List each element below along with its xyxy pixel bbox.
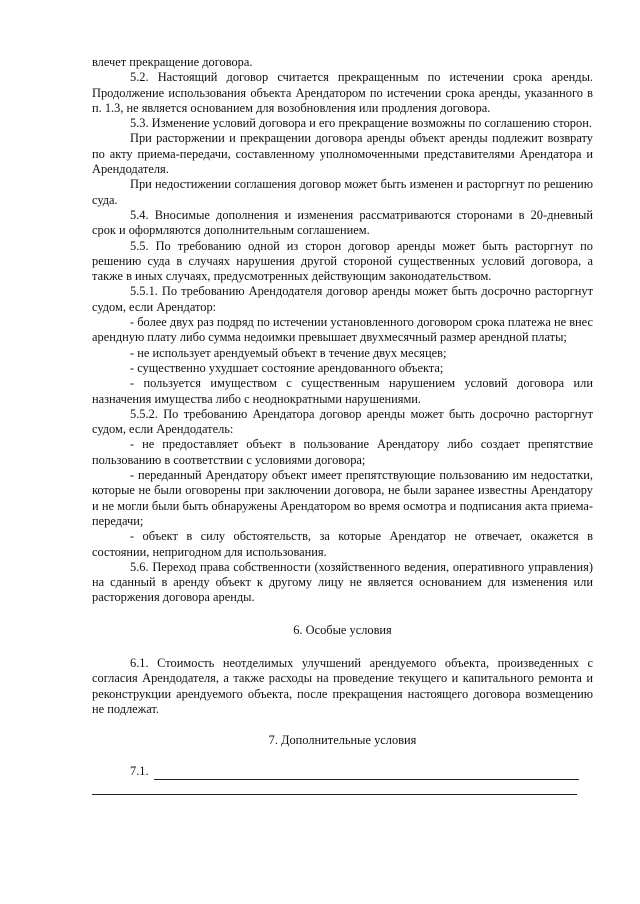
- clause-5-3: 5.3. Изменение условий договора и его прекращение возможны по соглашению сторон.: [130, 116, 592, 131]
- list-item: - существенно ухудшает состояние арендованного объекта;: [130, 360, 444, 375]
- clause-5-2: 5.2. Настоящий договор считается прекращенным по истечении срока аренды. Продолжение использования объекта Арендатором по истечении срока аренды, указанного в п. 1.3, не является основанием для возобновления или продления договора.: [92, 70, 593, 115]
- clause-6-1: 6.1. Стоимость неотделимых улучшений арендуемого объекта, произведенных с согласия Арендодателя, а также расходы на проведение текущего и капитального ремонта и реконструкции арендуемого объекта, после прекращения настоящего договора возмещению не подлежат.: [92, 655, 593, 716]
- section-6-heading: 6. Особые условия: [293, 622, 392, 637]
- list-item: - не использует арендуемый объект в течение двух месяцев;: [130, 345, 447, 360]
- clause-7-1-row: [92, 764, 593, 779]
- section-7-heading: 7. Дополнительные условия: [268, 733, 417, 748]
- blank-fill-line: [92, 780, 577, 795]
- clause-7-1-label: 7.1.: [130, 764, 152, 779]
- list-item: - более двух раз подряд по истечении установленного договором срока платежа не внес арендную плату либо сумма недоимки превышает двухмесячный размер арендной платы;: [92, 315, 593, 345]
- clause-5-6: 5.6. Переход права собственности (хозяйственного ведения, оперативного управления) на сданный в аренду объект к другому лицу не является основанием для изменения или расторжения договора аренды.: [92, 559, 593, 605]
- list-item: - не предоставляет объект в пользование Арендатору либо создает препятствие пользованию в соответствии с условиями договора;: [92, 437, 593, 467]
- list-item: - пользуется имуществом с существенным нарушением условий договора или назначения имущества либо с неоднократными нарушениями.: [92, 376, 593, 406]
- paragraph-continuation: влечет прекращение договора.: [92, 55, 253, 69]
- paragraph-return-act: При расторжении и прекращении договора аренды объект аренды подлежит возврату по акту приема-передачи, составленному уполномоченными представителями Арендатора и Арендодателя.: [92, 131, 593, 177]
- clause-5-5-2: 5.5.2. По требованию Арендатора договор аренды может быть досрочно расторгнут судом, если Арендодатель:: [92, 406, 593, 437]
- list-item: - объект в силу обстоятельств, за которые Арендатор не отвечает, окажется в состоянии, непригодном для использования.: [92, 529, 593, 559]
- clause-5-5: 5.5. По требованию одной из сторон договор аренды может быть расторгнут по решению суда в случаях нарушения другой стороной существенных условий договора, а также в иных случаях, предусмотренных действующим законодательством.: [92, 238, 593, 284]
- paragraph-court-change: При недостижении соглашения договор может быть изменен и расторгнут по решению суда.: [92, 177, 593, 207]
- clause-5-4: 5.4. Вносимые дополнения и изменения рассматриваются сторонами в 20-дневный срок и оформляются дополнительным соглашением.: [92, 207, 593, 238]
- list-item: - переданный Арендатору объект имеет препятствующие пользованию им недостатки, которые не были оговорены при заключении договора, не были заранее известны Арендатору и не могли были быть обнаружены Арендатором во время осмотра и подписания акта приема-передачи;: [92, 468, 593, 528]
- clause-5-5-1: 5.5.1. По требованию Арендодателя договор аренды может быть досрочно расторгнут судом, если Арендатор:: [92, 284, 593, 314]
- blank-fill-line: [154, 767, 579, 780]
